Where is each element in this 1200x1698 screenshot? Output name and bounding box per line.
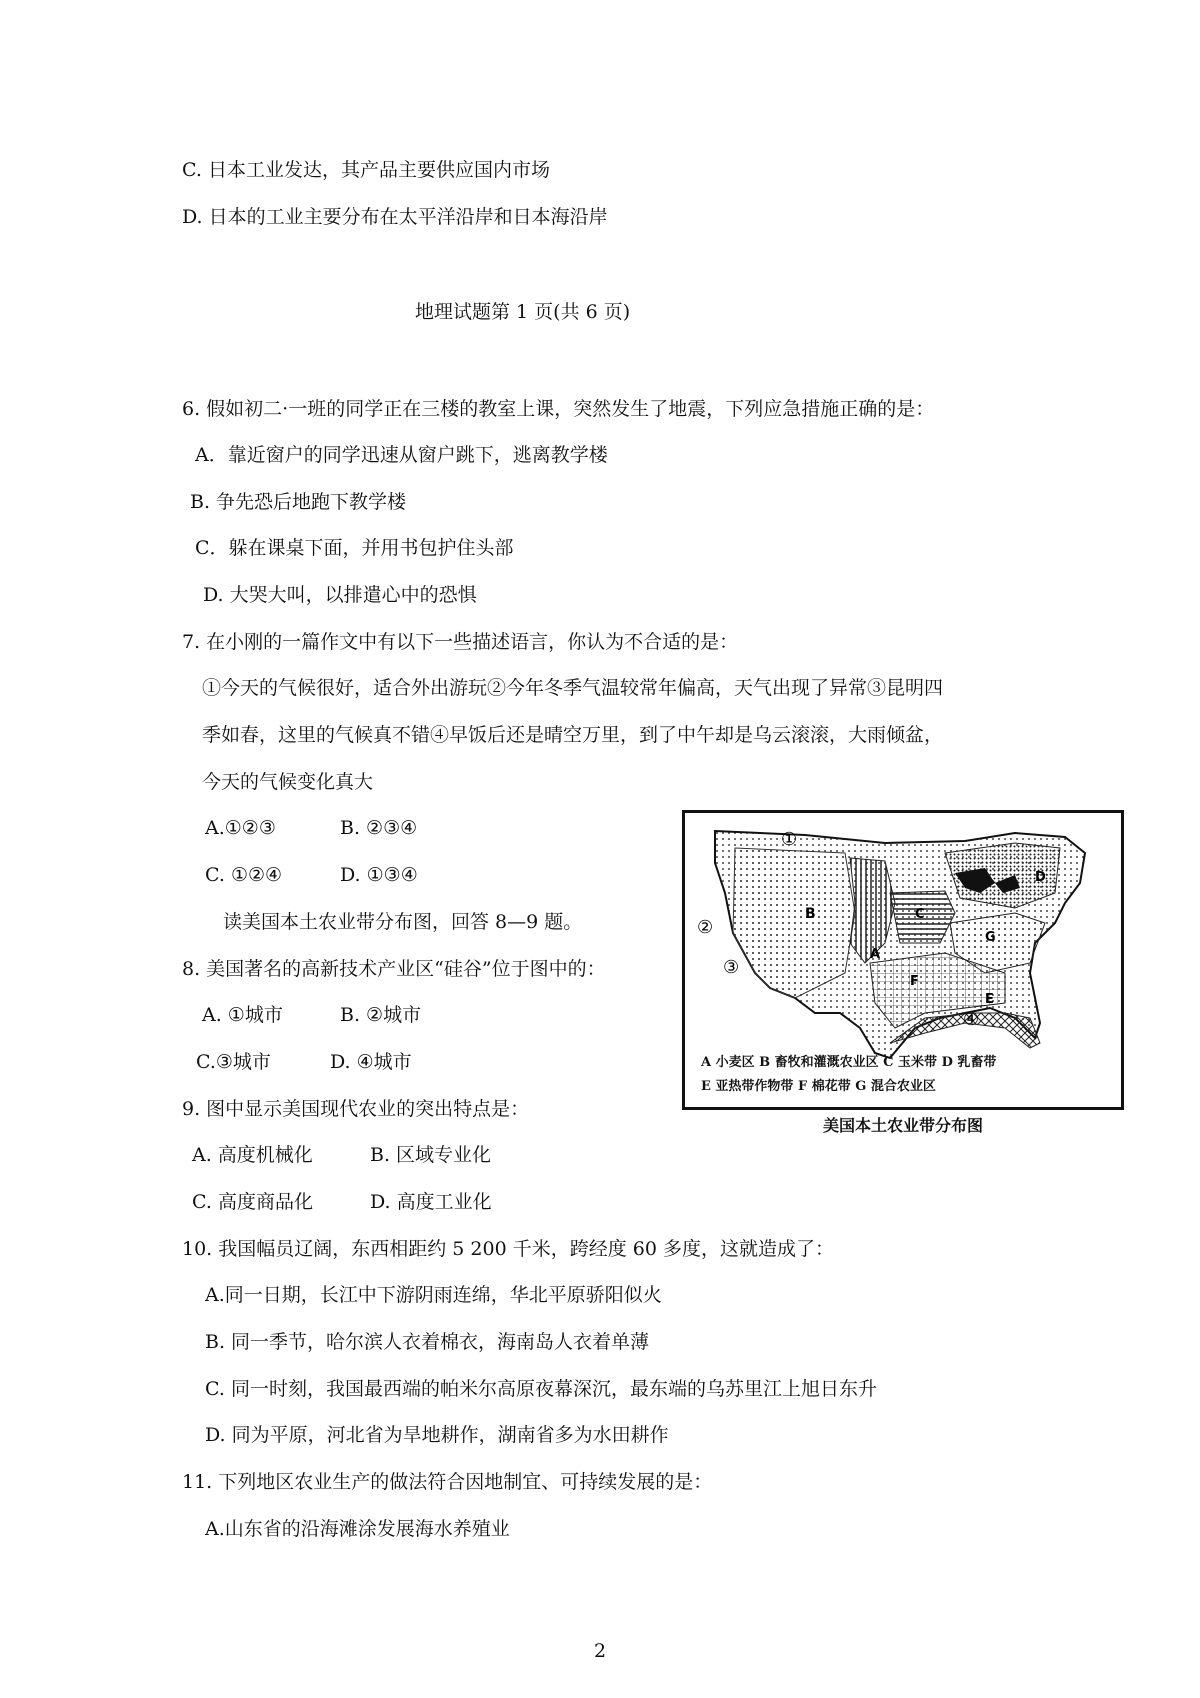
q10-option-d: D. 同为平原，河北省为旱地耕作，湖南省多为水田耕作 (205, 1424, 669, 1446)
city-label-2: ② (697, 917, 714, 938)
q9-option-a: A. 高度机械化 (192, 1144, 313, 1166)
region-f-label: F (910, 974, 919, 989)
q10-stem: 10. 我国幅员辽阔，东西相距约 5 200 千米，跨经度 60 多度，这就造成了： (182, 1238, 834, 1260)
intro-8-9: 读美国本土农业带分布图，回答 8—9 题。 (223, 911, 583, 933)
q5-option-d: D. 日本的工业主要分布在太平洋沿岸和日本海沿岸 (182, 206, 608, 228)
q8-option-a: A. ①城市 (202, 1004, 283, 1026)
q6-option-b: B. 争先恐后地跑下教学楼 (190, 491, 407, 513)
q7-line-2: 季如春，这里的气候真不错④早饭后还是晴空万里，到了中午却是乌云滚滚，大雨倾盆， (202, 724, 944, 746)
city-label-1: ① (781, 829, 798, 850)
region-c-label: C (915, 907, 925, 922)
q9-option-d: D. 高度工业化 (370, 1191, 492, 1213)
q7-line-1: ①今天的气候很好，适合外出游玩②今年冬季气温较常年偏高，天气出现了异常③昆明四 (202, 677, 944, 699)
q6-option-c: C．躲在课桌下面，并用书包护住头部 (195, 537, 514, 559)
q7-stem: 7. 在小刚的一篇作文中有以下一些描述语言，你认为不合适的是： (182, 631, 739, 653)
q7-option-c: C. ①②④ (205, 864, 283, 886)
us-agriculture-map-figure (682, 810, 1132, 1150)
region-b-area (733, 848, 855, 998)
q6-stem: 6. 假如初二·一班的同学正在三楼的教室上课，突然发生了地震，下列应急措施正确的是： (182, 398, 935, 420)
q6-option-d: D. 大哭大叫，以排遣心中的恐惧 (203, 584, 477, 606)
q8-option-c: C.③城市 (196, 1051, 271, 1073)
region-b-label: B (805, 906, 816, 922)
region-a-label: A (870, 947, 881, 962)
map-legend-line-1: A 小麦区 B 畜牧和灌溉农业区 C 玉米带 D 乳畜带 (701, 1055, 997, 1070)
q7-option-a: A.①②③ (205, 817, 276, 839)
q7-option-b: B. ②③④ (340, 817, 418, 839)
q10-option-a: A.同一日期，长江中下游阴雨连绵，华北平原骄阳似火 (205, 1284, 662, 1306)
page-number: 2 (593, 1640, 607, 1662)
q8-option-b: B. ②城市 (340, 1004, 422, 1026)
q10-option-b: B. 同一季节，哈尔滨人衣着棉衣，海南岛人衣着单薄 (205, 1331, 650, 1353)
q7-line-3: 今天的气候变化真大 (202, 771, 374, 793)
q8-stem: 8. 美国著名的高新技术产业区“硅谷”位于图中的： (182, 958, 606, 980)
q7-option-d: D. ①③④ (340, 864, 418, 886)
q11-option-a: A.山东省的沿海滩涂发展海水养殖业 (205, 1518, 510, 1540)
map-frame (682, 810, 1124, 1110)
q5-option-c: C. 日本工业发达，其产品主要供应国内市场 (182, 159, 550, 181)
q9-option-b: B. 区域专业化 (370, 1144, 492, 1166)
region-d-label: D (1035, 870, 1046, 885)
q9-option-c: C. 高度商品化 (192, 1191, 313, 1213)
region-g-label: G (985, 930, 996, 945)
map-legend-line-2: E 亚热带作物带 F 棉花带 G 混合农业区 (701, 1079, 936, 1094)
city-label-3: ③ (723, 957, 740, 978)
page-footer-mid: 地理试题第 1 页(共 6 页) (415, 301, 631, 323)
q9-stem: 9. 图中显示美国现代农业的突出特点是： (182, 1098, 530, 1120)
map-caption: 美国本土农业带分布图 (822, 1116, 983, 1135)
region-e-label: E (985, 992, 994, 1007)
q10-option-c: C. 同一时刻，我国最西端的帕米尔高原夜幕深沉，最东端的乌苏里江上旭日东升 (205, 1378, 877, 1400)
city-label-4: ④ (963, 1009, 980, 1030)
q8-option-d: D. ④城市 (330, 1051, 412, 1073)
q11-stem: 11. 下列地区农业生产的做法符合因地制宜、可持续发展的是： (182, 1471, 713, 1493)
q6-option-a: A．靠近窗户的同学迅速从窗户跳下，逃离教学楼 (195, 444, 608, 466)
